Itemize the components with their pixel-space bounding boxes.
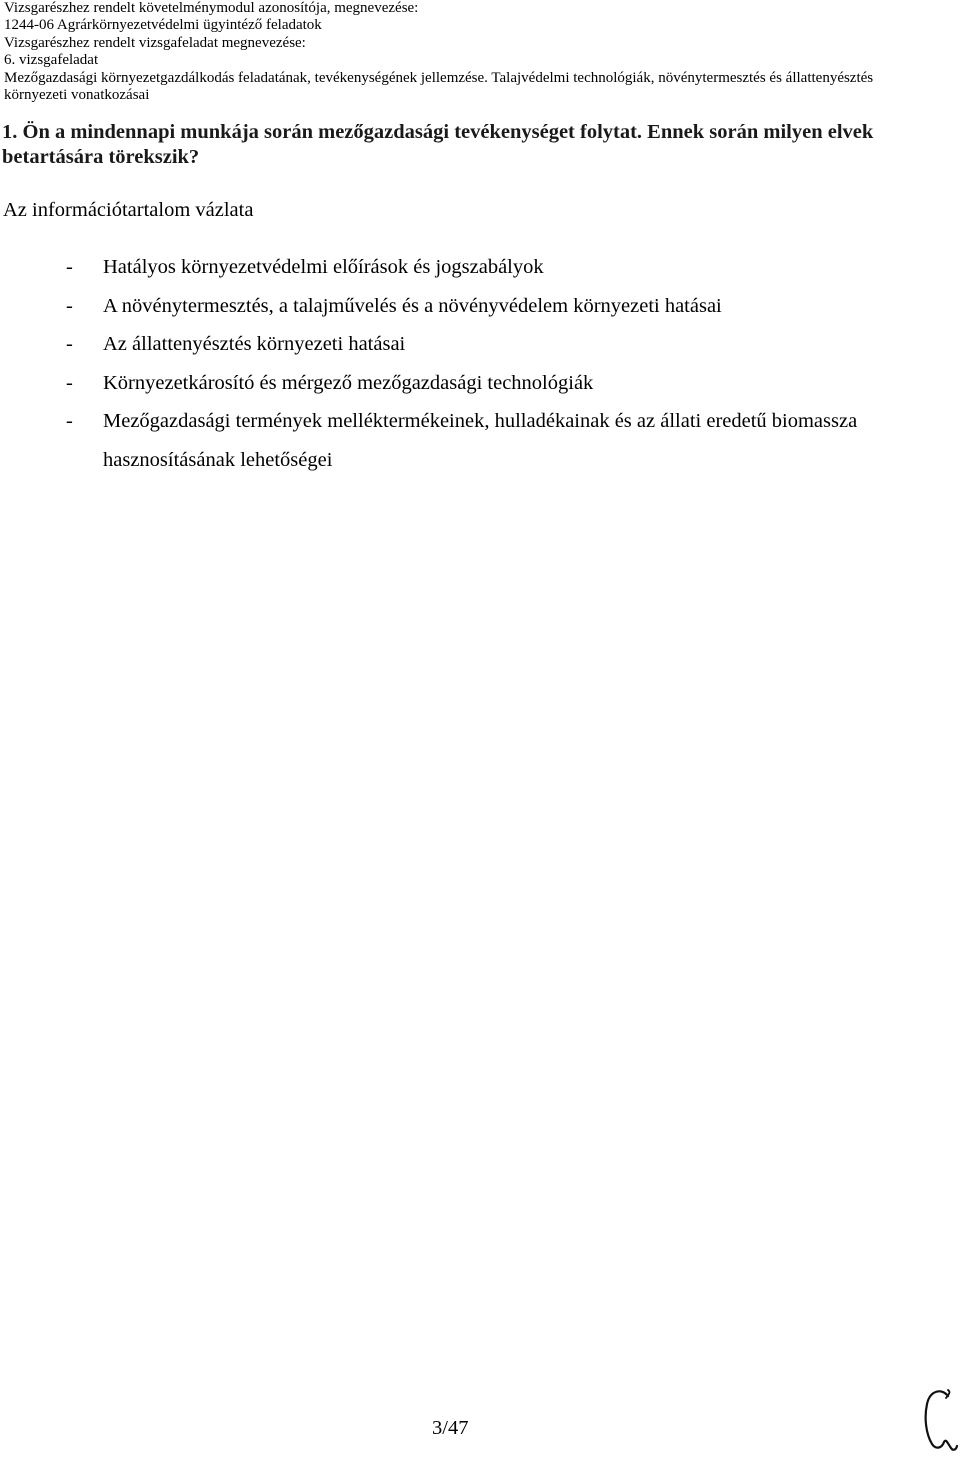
- outline-list: [0, 248, 960, 479]
- dash-bullet: -: [66, 333, 73, 355]
- handwritten-signature-icon: [918, 1384, 960, 1456]
- header-line-module-name: 1244-06 Agrárkörnyezetvédelmi ügyintéző feladatok: [4, 17, 322, 34]
- document-header: [4, 0, 954, 104]
- outline-item-text: Környezetkárosító és mérgező mezőgazdasági technológiák: [103, 371, 594, 394]
- header-line-task-label: Vizsgarészhez rendelt vizsgafeladat megnevezése:: [4, 34, 306, 51]
- dash-bullet: -: [66, 294, 73, 317]
- outline-item: [0, 287, 960, 326]
- outline-item-text: Hatályos környezetvédelmi előírások és jogszabályok: [103, 256, 544, 278]
- page-number: 3/47: [432, 1417, 469, 1439]
- header-line-task-title: Mezőgazdasági környezetgazdálkodás feladatának, tevékenységének jellemzése. Talajvédelmi technológiák, növénytermesztés és állattenyésztés: [4, 69, 874, 86]
- outline-item: [0, 325, 960, 364]
- header-line-task-title-cont: környezeti vonatkozásai: [4, 87, 150, 104]
- outline-title: Az információtartalom vázlata: [3, 199, 254, 221]
- dash-bullet: -: [66, 371, 73, 394]
- header-line-task-number: 6. vizsgafeladat: [4, 52, 99, 69]
- question-heading: 1. Ön a mindennapi munkája során mezőgazdasági tevékenységet folytat. Ennek során milyen elvek betartására törekszik?: [2, 121, 874, 168]
- outline-item-text: Az állattenyésztés környezeti hatásai: [103, 333, 406, 355]
- outline-item-text: Mezőgazdasági termények melléktermékeinek, hulladékainak és az állati eredetű biomassza hasznosításának lehetőségei: [103, 410, 858, 471]
- outline-item: [0, 364, 960, 403]
- outline-item: [0, 402, 960, 479]
- dash-bullet: -: [66, 410, 73, 432]
- header-line-module-label: Vizsgarészhez rendelt követelménymodul azonosítója, megnevezése:: [4, 0, 419, 16]
- outline-item: [0, 248, 960, 287]
- outline-item-text: A növénytermesztés, a talajművelés és a növényvédelem környezeti hatásai: [103, 294, 722, 317]
- dash-bullet: -: [66, 256, 73, 278]
